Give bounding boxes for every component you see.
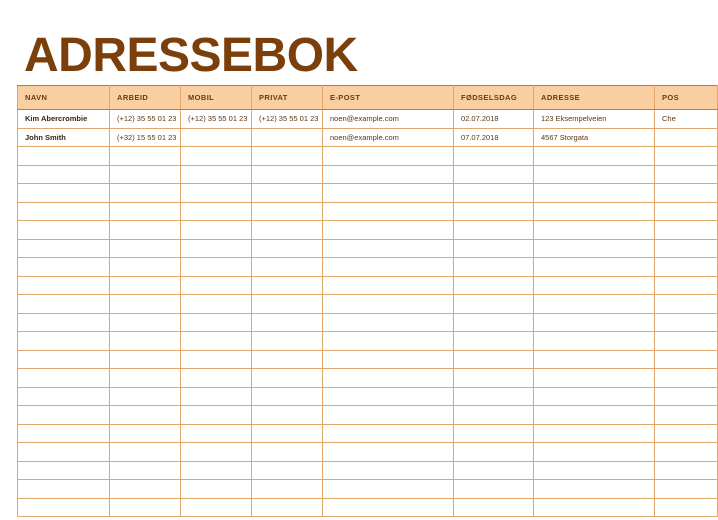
- cell-adresse[interactable]: [534, 350, 655, 369]
- cell-privat[interactable]: [252, 443, 323, 462]
- cell-adresse[interactable]: [534, 295, 655, 314]
- cell-privat[interactable]: [252, 128, 323, 147]
- cell-post[interactable]: [655, 184, 718, 203]
- cell-privat[interactable]: [252, 406, 323, 425]
- cell-mobil[interactable]: [181, 128, 252, 147]
- cell-epost[interactable]: [323, 332, 454, 351]
- cell-post[interactable]: [655, 350, 718, 369]
- cell-fodselsdag[interactable]: [454, 239, 534, 258]
- cell-post[interactable]: [655, 128, 718, 147]
- cell-privat[interactable]: [252, 498, 323, 517]
- cell-epost[interactable]: noen@example.com: [323, 128, 454, 147]
- column-header-arbeid: ARBEID: [110, 86, 181, 110]
- table-row: [18, 128, 718, 147]
- cell-mobil[interactable]: [181, 239, 252, 258]
- cell-epost[interactable]: [323, 202, 454, 221]
- cell-post[interactable]: [655, 295, 718, 314]
- cell-arbeid[interactable]: [110, 202, 181, 221]
- cell-privat[interactable]: [252, 480, 323, 499]
- cell-post[interactable]: [655, 276, 718, 295]
- table-row-empty: [18, 424, 718, 443]
- cell-mobil[interactable]: [181, 480, 252, 499]
- cell-fodselsdag[interactable]: [454, 350, 534, 369]
- cell-mobil[interactable]: [181, 461, 252, 480]
- cell-navn[interactable]: [18, 313, 110, 332]
- cell-fodselsdag[interactable]: [454, 480, 534, 499]
- cell-privat[interactable]: [252, 295, 323, 314]
- cell-fodselsdag[interactable]: [454, 276, 534, 295]
- cell-fodselsdag[interactable]: [454, 202, 534, 221]
- column-header-fodselsdag: FØDSELSDAG: [454, 86, 534, 110]
- cell-adresse[interactable]: 4567 Storgata: [534, 128, 655, 147]
- cell-privat[interactable]: [252, 165, 323, 184]
- cell-mobil[interactable]: [181, 350, 252, 369]
- cell-arbeid[interactable]: [110, 424, 181, 443]
- cell-post[interactable]: [655, 461, 718, 480]
- table-row-empty: [18, 498, 718, 517]
- cell-arbeid[interactable]: [110, 369, 181, 388]
- address-table: [17, 85, 718, 517]
- cell-fodselsdag[interactable]: [454, 258, 534, 277]
- cell-privat[interactable]: [252, 239, 323, 258]
- cell-epost[interactable]: [323, 387, 454, 406]
- cell-fodselsdag[interactable]: [454, 461, 534, 480]
- cell-mobil[interactable]: [181, 202, 252, 221]
- cell-mobil[interactable]: [181, 387, 252, 406]
- cell-privat[interactable]: [252, 276, 323, 295]
- cell-navn[interactable]: [18, 165, 110, 184]
- cell-arbeid[interactable]: [110, 406, 181, 425]
- cell-post[interactable]: [655, 147, 718, 166]
- table-row-empty: [18, 165, 718, 184]
- cell-adresse[interactable]: [534, 387, 655, 406]
- cell-navn[interactable]: [18, 295, 110, 314]
- cell-adresse[interactable]: [534, 184, 655, 203]
- table-row-empty: [18, 480, 718, 499]
- cell-adresse[interactable]: [534, 147, 655, 166]
- cell-fodselsdag[interactable]: [454, 221, 534, 240]
- table-row: [18, 110, 718, 129]
- cell-arbeid[interactable]: (+32) 15 55 01 23: [110, 128, 181, 147]
- cell-mobil[interactable]: [181, 498, 252, 517]
- cell-adresse[interactable]: [534, 258, 655, 277]
- cell-mobil[interactable]: [181, 332, 252, 351]
- cell-arbeid[interactable]: [110, 443, 181, 462]
- cell-fodselsdag[interactable]: [454, 184, 534, 203]
- cell-privat[interactable]: [252, 424, 323, 443]
- cell-arbeid[interactable]: [110, 332, 181, 351]
- table-row-empty: [18, 387, 718, 406]
- cell-navn[interactable]: [18, 443, 110, 462]
- cell-post[interactable]: [655, 498, 718, 517]
- cell-navn[interactable]: [18, 258, 110, 277]
- cell-fodselsdag[interactable]: [454, 387, 534, 406]
- cell-post[interactable]: [655, 406, 718, 425]
- column-header-privat: PRIVAT: [252, 86, 323, 110]
- cell-mobil[interactable]: [181, 221, 252, 240]
- cell-epost[interactable]: [323, 147, 454, 166]
- cell-mobil[interactable]: [181, 184, 252, 203]
- cell-privat[interactable]: [252, 369, 323, 388]
- cell-privat[interactable]: [252, 184, 323, 203]
- table-row-empty: [18, 258, 718, 277]
- cell-mobil[interactable]: [181, 276, 252, 295]
- cell-arbeid[interactable]: [110, 387, 181, 406]
- table-row-empty: [18, 221, 718, 240]
- table-row-empty: [18, 332, 718, 351]
- column-header-adresse: ADRESSE: [534, 86, 655, 110]
- table-row-empty: [18, 406, 718, 425]
- cell-arbeid[interactable]: [110, 461, 181, 480]
- cell-navn[interactable]: [18, 461, 110, 480]
- cell-post[interactable]: [655, 369, 718, 388]
- cell-arbeid[interactable]: [110, 165, 181, 184]
- cell-arbeid[interactable]: [110, 480, 181, 499]
- cell-arbeid[interactable]: [110, 313, 181, 332]
- cell-arbeid[interactable]: [110, 258, 181, 277]
- cell-privat[interactable]: [252, 461, 323, 480]
- cell-navn[interactable]: [18, 387, 110, 406]
- cell-adresse[interactable]: [534, 424, 655, 443]
- cell-navn[interactable]: [18, 332, 110, 351]
- table-row-empty: [18, 239, 718, 258]
- cell-epost[interactable]: [323, 221, 454, 240]
- cell-navn[interactable]: [18, 184, 110, 203]
- cell-epost[interactable]: [323, 406, 454, 425]
- cell-post[interactable]: [655, 480, 718, 499]
- cell-epost[interactable]: [323, 498, 454, 517]
- cell-adresse[interactable]: [534, 239, 655, 258]
- table-row-empty: [18, 369, 718, 388]
- cell-epost[interactable]: [323, 165, 454, 184]
- cell-fodselsdag[interactable]: [454, 406, 534, 425]
- cell-navn[interactable]: John Smith: [18, 128, 110, 147]
- cell-post[interactable]: [655, 424, 718, 443]
- cell-navn[interactable]: [18, 239, 110, 258]
- cell-fodselsdag[interactable]: [454, 147, 534, 166]
- cell-navn[interactable]: [18, 202, 110, 221]
- cell-navn[interactable]: [18, 369, 110, 388]
- address-table-container: [17, 85, 680, 520]
- cell-privat[interactable]: [252, 147, 323, 166]
- table-row-empty: [18, 276, 718, 295]
- table-row-empty: [18, 147, 718, 166]
- cell-mobil[interactable]: [181, 258, 252, 277]
- cell-epost[interactable]: [323, 461, 454, 480]
- cell-post[interactable]: [655, 239, 718, 258]
- cell-privat[interactable]: [252, 313, 323, 332]
- cell-mobil[interactable]: [181, 295, 252, 314]
- cell-navn[interactable]: [18, 350, 110, 369]
- cell-post[interactable]: [655, 387, 718, 406]
- cell-fodselsdag[interactable]: [454, 443, 534, 462]
- cell-adresse[interactable]: [534, 165, 655, 184]
- cell-post[interactable]: [655, 165, 718, 184]
- cell-arbeid[interactable]: [110, 295, 181, 314]
- cell-arbeid[interactable]: [110, 221, 181, 240]
- cell-epost[interactable]: noen@example.com: [323, 110, 454, 129]
- cell-fodselsdag[interactable]: [454, 369, 534, 388]
- cell-arbeid[interactable]: [110, 350, 181, 369]
- cell-post[interactable]: [655, 221, 718, 240]
- cell-post[interactable]: [655, 202, 718, 221]
- cell-navn[interactable]: [18, 424, 110, 443]
- cell-epost[interactable]: [323, 424, 454, 443]
- cell-mobil[interactable]: [181, 406, 252, 425]
- cell-arbeid[interactable]: [110, 184, 181, 203]
- cell-adresse[interactable]: 123 Eksempelveien: [534, 110, 655, 129]
- cell-mobil[interactable]: (+12) 35 55 01 23: [181, 110, 252, 129]
- cell-privat[interactable]: [252, 258, 323, 277]
- cell-post[interactable]: [655, 258, 718, 277]
- table-row-empty: [18, 443, 718, 462]
- cell-adresse[interactable]: [534, 202, 655, 221]
- cell-post[interactable]: [655, 313, 718, 332]
- cell-epost[interactable]: [323, 184, 454, 203]
- column-header-epost: E-POST: [323, 86, 454, 110]
- cell-arbeid[interactable]: [110, 147, 181, 166]
- table-row-empty: [18, 202, 718, 221]
- cell-adresse[interactable]: [534, 443, 655, 462]
- cell-mobil[interactable]: [181, 147, 252, 166]
- cell-adresse[interactable]: [534, 313, 655, 332]
- header-row: [18, 86, 718, 110]
- cell-adresse[interactable]: [534, 369, 655, 388]
- cell-epost[interactable]: [323, 276, 454, 295]
- cell-privat[interactable]: [252, 202, 323, 221]
- cell-fodselsdag[interactable]: 07.07.2018: [454, 128, 534, 147]
- cell-adresse[interactable]: [534, 332, 655, 351]
- cell-adresse[interactable]: [534, 461, 655, 480]
- column-header-navn: NAVN: [18, 86, 110, 110]
- cell-epost[interactable]: [323, 295, 454, 314]
- page-title: ADRESSEBOK: [24, 29, 358, 82]
- cell-mobil[interactable]: [181, 165, 252, 184]
- cell-adresse[interactable]: [534, 498, 655, 517]
- cell-privat[interactable]: (+12) 35 55 01 23: [252, 110, 323, 129]
- table-row-empty: [18, 350, 718, 369]
- cell-fodselsdag[interactable]: 02.07.2018: [454, 110, 534, 129]
- table-row-empty: [18, 461, 718, 480]
- cell-privat[interactable]: [252, 387, 323, 406]
- cell-arbeid[interactable]: [110, 498, 181, 517]
- table-row-empty: [18, 184, 718, 203]
- table-row-empty: [18, 295, 718, 314]
- cell-fodselsdag[interactable]: [454, 424, 534, 443]
- cell-mobil[interactable]: [181, 424, 252, 443]
- cell-epost[interactable]: [323, 350, 454, 369]
- cell-adresse[interactable]: [534, 480, 655, 499]
- cell-navn[interactable]: [18, 147, 110, 166]
- cell-epost[interactable]: [323, 258, 454, 277]
- cell-fodselsdag[interactable]: [454, 165, 534, 184]
- cell-adresse[interactable]: [534, 276, 655, 295]
- cell-fodselsdag[interactable]: [454, 295, 534, 314]
- cell-navn[interactable]: [18, 498, 110, 517]
- cell-post[interactable]: [655, 332, 718, 351]
- cell-adresse[interactable]: [534, 221, 655, 240]
- cell-navn[interactable]: [18, 480, 110, 499]
- cell-epost[interactable]: [323, 480, 454, 499]
- cell-privat[interactable]: [252, 350, 323, 369]
- cell-mobil[interactable]: [181, 443, 252, 462]
- cell-post[interactable]: [655, 443, 718, 462]
- column-header-post: POS: [655, 86, 718, 110]
- cell-navn[interactable]: [18, 276, 110, 295]
- cell-privat[interactable]: [252, 221, 323, 240]
- cell-fodselsdag[interactable]: [454, 498, 534, 517]
- cell-epost[interactable]: [323, 313, 454, 332]
- cell-mobil[interactable]: [181, 313, 252, 332]
- column-header-mobil: MOBIL: [181, 86, 252, 110]
- table-row-empty: [18, 313, 718, 332]
- cell-epost[interactable]: [323, 239, 454, 258]
- cell-epost[interactable]: [323, 443, 454, 462]
- cell-arbeid[interactable]: (+12) 35 55 01 23: [110, 110, 181, 129]
- cell-arbeid[interactable]: [110, 276, 181, 295]
- cell-navn[interactable]: Kim Abercrombie: [18, 110, 110, 129]
- cell-mobil[interactable]: [181, 369, 252, 388]
- cell-epost[interactable]: [323, 369, 454, 388]
- cell-post[interactable]: Che: [655, 110, 718, 129]
- cell-fodselsdag[interactable]: [454, 332, 534, 351]
- cell-arbeid[interactable]: [110, 239, 181, 258]
- cell-privat[interactable]: [252, 332, 323, 351]
- cell-navn[interactable]: [18, 406, 110, 425]
- cell-navn[interactable]: [18, 221, 110, 240]
- cell-fodselsdag[interactable]: [454, 313, 534, 332]
- cell-adresse[interactable]: [534, 406, 655, 425]
